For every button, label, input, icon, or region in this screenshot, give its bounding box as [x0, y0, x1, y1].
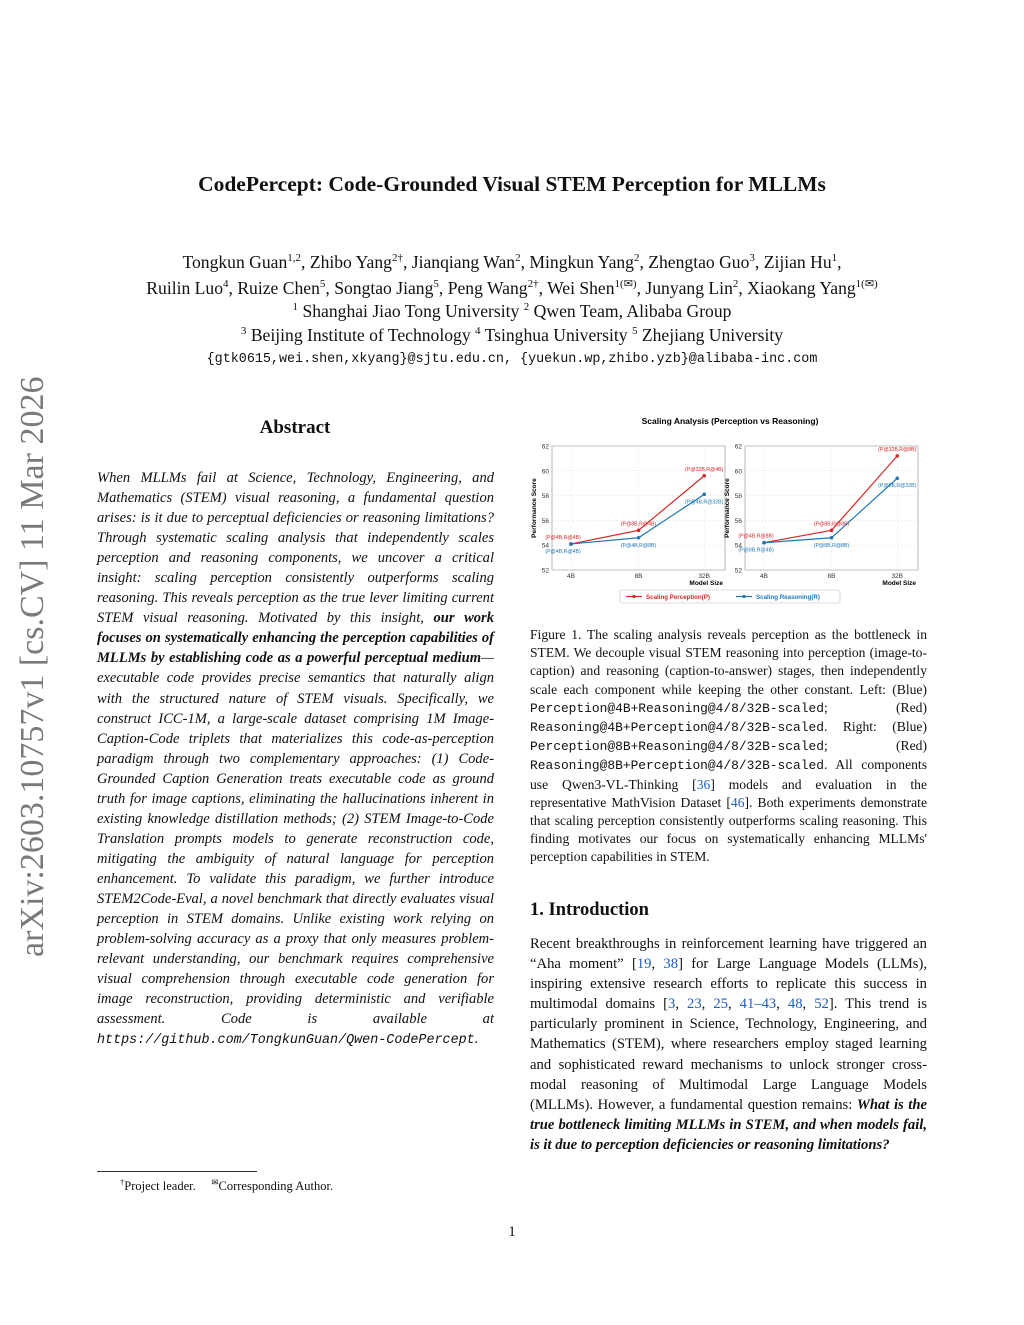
- citation-link[interactable]: 25: [713, 996, 728, 1013]
- citation-link[interactable]: 23: [687, 996, 702, 1013]
- author: Ruize Chen: [237, 277, 320, 298]
- y-tick-label: 58: [734, 493, 742, 501]
- x-axis-label: Model Size: [689, 580, 723, 587]
- data-label: (P@8B,R@8B): [813, 521, 850, 528]
- page-number: 1: [508, 1224, 516, 1240]
- data-point: [637, 529, 641, 533]
- abstract-body: When MLLMs fail at Science, Technology, Engineering, and Mathematics (STEM) visual reasoning, a fundamental question arises: is it due to perceptual deficiencies or reasoning limitations? Through systematic scaling analysis that independently scales perception and reasoning components, we uncover a critical insight: scaling perception consistently outperforms scaling reasoning. This reveals perception as the true lever limiting current STEM visual reasoning. Motivated by this insight, our work focuses on systematically enhancing the perception capabilities of MLLMs by establishing code as a powerful perceptual medium—executable code provides precise semantics that naturally align with the structured nature of STEM visuals. Specifically, we construct ICC-1M, a large-scale dataset comprising 1M Image-Caption-Code triplets that materializes this code-as-perception paradigm through two complementary approaches: (1) Code-Grounded Caption Generation treats executable code as ground truth for image captions, eliminating the hallucinations inherent in existing knowledge distillation methods; (2) STEM Image-to-Code Translation prompts models to generate reconstruction code, mitigating the ambiguity of natural language for perception enhancement. To validate this paradigm, we further introduce STEM2Code-Eval, a novel benchmark that directly evaluates visual perception in STEM domains. Unlike existing work relying on problem-solving accuracy as a proxy that only measures problem-relevant understanding, our benchmark requires comprehensive visual comprehension through executable code generation for image reconstruction, providing deterministic and verifiable assessment. Code is available at https://github.com/TongkunGuan/Qwen-CodePercept.: [97, 470, 494, 1049]
- data-label: (P@8B,R@4B): [738, 547, 774, 554]
- x-tick-label: 4B: [760, 573, 769, 580]
- y-axis-label: Performance Score: [724, 478, 731, 538]
- citation-link[interactable]: 41–43: [739, 996, 777, 1013]
- citation-link[interactable]: 36: [696, 776, 711, 792]
- x-tick-label: 8B: [827, 573, 836, 580]
- y-tick-label: 62: [541, 443, 549, 451]
- data-label: (P@8B,R@4B): [620, 521, 657, 528]
- data-point: [895, 454, 899, 458]
- x-axis-label: Model Size: [882, 580, 916, 587]
- figure-1-caption: Figure 1. The scaling analysis reveals perception as the bottleneck in STEM. We decouple visual STEM reasoning into perception (image-to-caption) and reasoning (caption-to-answer) stages, then independently scale each component while keeping the other constant. Left: (Blue) Perception@4B+Reasoning@4/8/32B-scaled; (Red) Reasoning@4B+Perception@4/8/32B-scaled. Right: (Blue) Perception@8B+Reasoning@4/8/32B-scaled; (Red) Reasoning@8B+Perception@4/8/32B-scaled. All components use Qwen3-VL-Thinking [36] models and evaluation in the representative MathVision Dataset [46]. Both experiments demonstrate that scaling perception consistently outperforms scaling reasoning. This finding motivates our focus on systematically enhancing MLLMs' perception capabilities in STEM.: [530, 627, 927, 865]
- data-label: (P@32B,R@8B): [878, 446, 917, 453]
- author: Zijian Hu: [763, 252, 832, 272]
- data-label: (P@8B,R@8B): [813, 542, 850, 549]
- citation-link[interactable]: 3: [668, 996, 676, 1013]
- data-point: [637, 536, 641, 540]
- footnotes: †Project leader. ✉Corresponding Author.: [120, 1177, 334, 1194]
- citation-link[interactable]: 48: [787, 996, 803, 1013]
- y-tick-label: 52: [734, 567, 742, 575]
- y-axis-label: Performance Score: [531, 478, 538, 538]
- chart-panel-left: [531, 444, 725, 588]
- data-point: [830, 536, 834, 540]
- x-tick-label: 8B: [634, 573, 643, 580]
- y-tick-label: 52: [541, 567, 549, 575]
- y-tick-label: 58: [541, 493, 549, 501]
- section-heading-introduction: 1. Introduction: [530, 900, 649, 920]
- arxiv-identifier[interactable]: arXiv:2603.10757v1 [cs.CV] 11 Mar 2026: [14, 376, 51, 957]
- affiliations-line-1: $^1$ Shanghai Jiao Tong University $^2$ Qwen Team, Alibaba Group: [292, 301, 732, 321]
- author-list-line-2: Ruilin Luo$^4$, Ruize Chen$^5$, Songtao Jiang$^5$, Peng Wang$^{2\dagger}$, Wei Shen$^{1(✉)}$, Junyang Lin$^2$, Xiaokang Yang$^{1(✉)}$: [146, 277, 878, 298]
- y-tick-label: 54: [541, 542, 549, 550]
- legend-marker: [632, 595, 635, 598]
- author: Jianqiang Wan: [411, 252, 516, 272]
- author-emails: {gtk0615,wei.shen,xkyang}@sjtu.edu.cn, {yuekun.wp,zhibo.yzb}@alibaba-inc.com: [206, 352, 818, 367]
- data-point: [702, 493, 706, 497]
- code-link[interactable]: https://github.com/TongkunGuan/Qwen-CodePercept: [97, 1033, 475, 1049]
- paper-title: CodePercept: Code-Grounded Visual STEM Perception for MLLMs: [198, 172, 826, 196]
- legend-marker: [742, 595, 745, 598]
- author: Ruilin Luo: [146, 277, 224, 298]
- scaling-analysis-chart: [530, 410, 930, 610]
- y-tick-label: 56: [541, 517, 549, 525]
- legend-label: Scaling Reasoning(R): [756, 594, 820, 601]
- data-label: (P@32B,R@4B): [685, 466, 724, 473]
- author: Xiaokang Yang: [747, 277, 856, 298]
- citation-link[interactable]: 38: [663, 956, 679, 973]
- chart-legend: [620, 590, 840, 603]
- affiliations-line-2: $^3$ Beijing Institute of Technology $^4$ Tsinghua University $^5$ Zhejiang University: [240, 325, 784, 345]
- y-tick-label: 60: [734, 468, 742, 476]
- data-point: [830, 529, 834, 533]
- chart-panel-right: [724, 444, 918, 588]
- y-tick-label: 54: [734, 542, 742, 550]
- author: Zhibo Yang: [309, 252, 392, 272]
- x-tick-label: 32B: [698, 573, 711, 580]
- author: Zhengtao Guo: [648, 252, 750, 272]
- y-tick-label: 60: [541, 468, 549, 476]
- x-tick-label: 32B: [891, 573, 904, 580]
- data-label: (P@4B,R@8B): [620, 542, 657, 549]
- abstract-heading: Abstract: [259, 417, 331, 438]
- chart-title: Scaling Analysis (Perception vs Reasoning): [641, 416, 819, 426]
- author: Wei Shen: [547, 277, 615, 298]
- x-tick-label: 4B: [567, 573, 576, 580]
- citation-link[interactable]: 46: [730, 794, 745, 810]
- data-point: [569, 542, 573, 546]
- author: Songtao Jiang: [334, 277, 434, 298]
- data-point: [762, 541, 766, 545]
- author-list-line-1: Tongkun Guan$^{1,2}$, Zhibo Yang$^{2\dagger}$, Jianqiang Wan$^2$, Mingkun Yang$^2$, Zhengtao Guo$^3$, Zijian Hu$^1$,: [182, 252, 842, 272]
- data-label: (P@4B,R@4B): [545, 548, 581, 555]
- data-label: (P@4B,R@8B): [738, 533, 774, 540]
- author: Tongkun Guan: [182, 252, 288, 272]
- data-point: [895, 476, 899, 480]
- citation-link[interactable]: 19: [636, 956, 652, 973]
- data-label: (P@4B,R@32B): [685, 499, 724, 506]
- data-point: [702, 474, 706, 478]
- y-tick-label: 62: [734, 443, 742, 451]
- author: Peng Wang: [447, 277, 528, 298]
- y-tick-label: 56: [734, 517, 742, 525]
- author: Junyang Lin: [645, 277, 733, 298]
- author: Mingkun Yang: [529, 252, 634, 272]
- citation-link[interactable]: 52: [814, 996, 829, 1013]
- legend-label: Scaling Perception(P): [646, 594, 710, 601]
- footnote-rule: [97, 1171, 257, 1172]
- data-label: (P@4B,R@4B): [545, 534, 581, 541]
- data-label: (P@8B,R@32B): [878, 483, 917, 490]
- introduction-body: Recent breakthroughs in reinforcement learning have triggered an “Aha moment” [19, 38] for Large Language Models (LLMs), inspiring extensive research efforts to replicate this success in multimodal domains [3, 23, 25, 41–43, 48, 52]. This trend is particularly prominent in Science, Technology, Engineering, and Mathematics (STEM), where researchers employ staged learning and sophisticated reward mechanisms to unlock stronger cross-modal reasoning of Multimodal Large Language Models (MLLMs). However, a fundamental question remains: What is the true bottleneck limiting MLLMs in STEM, and when models fail, is it due to perception deficiencies or reasoning limitations?: [530, 936, 928, 1153]
